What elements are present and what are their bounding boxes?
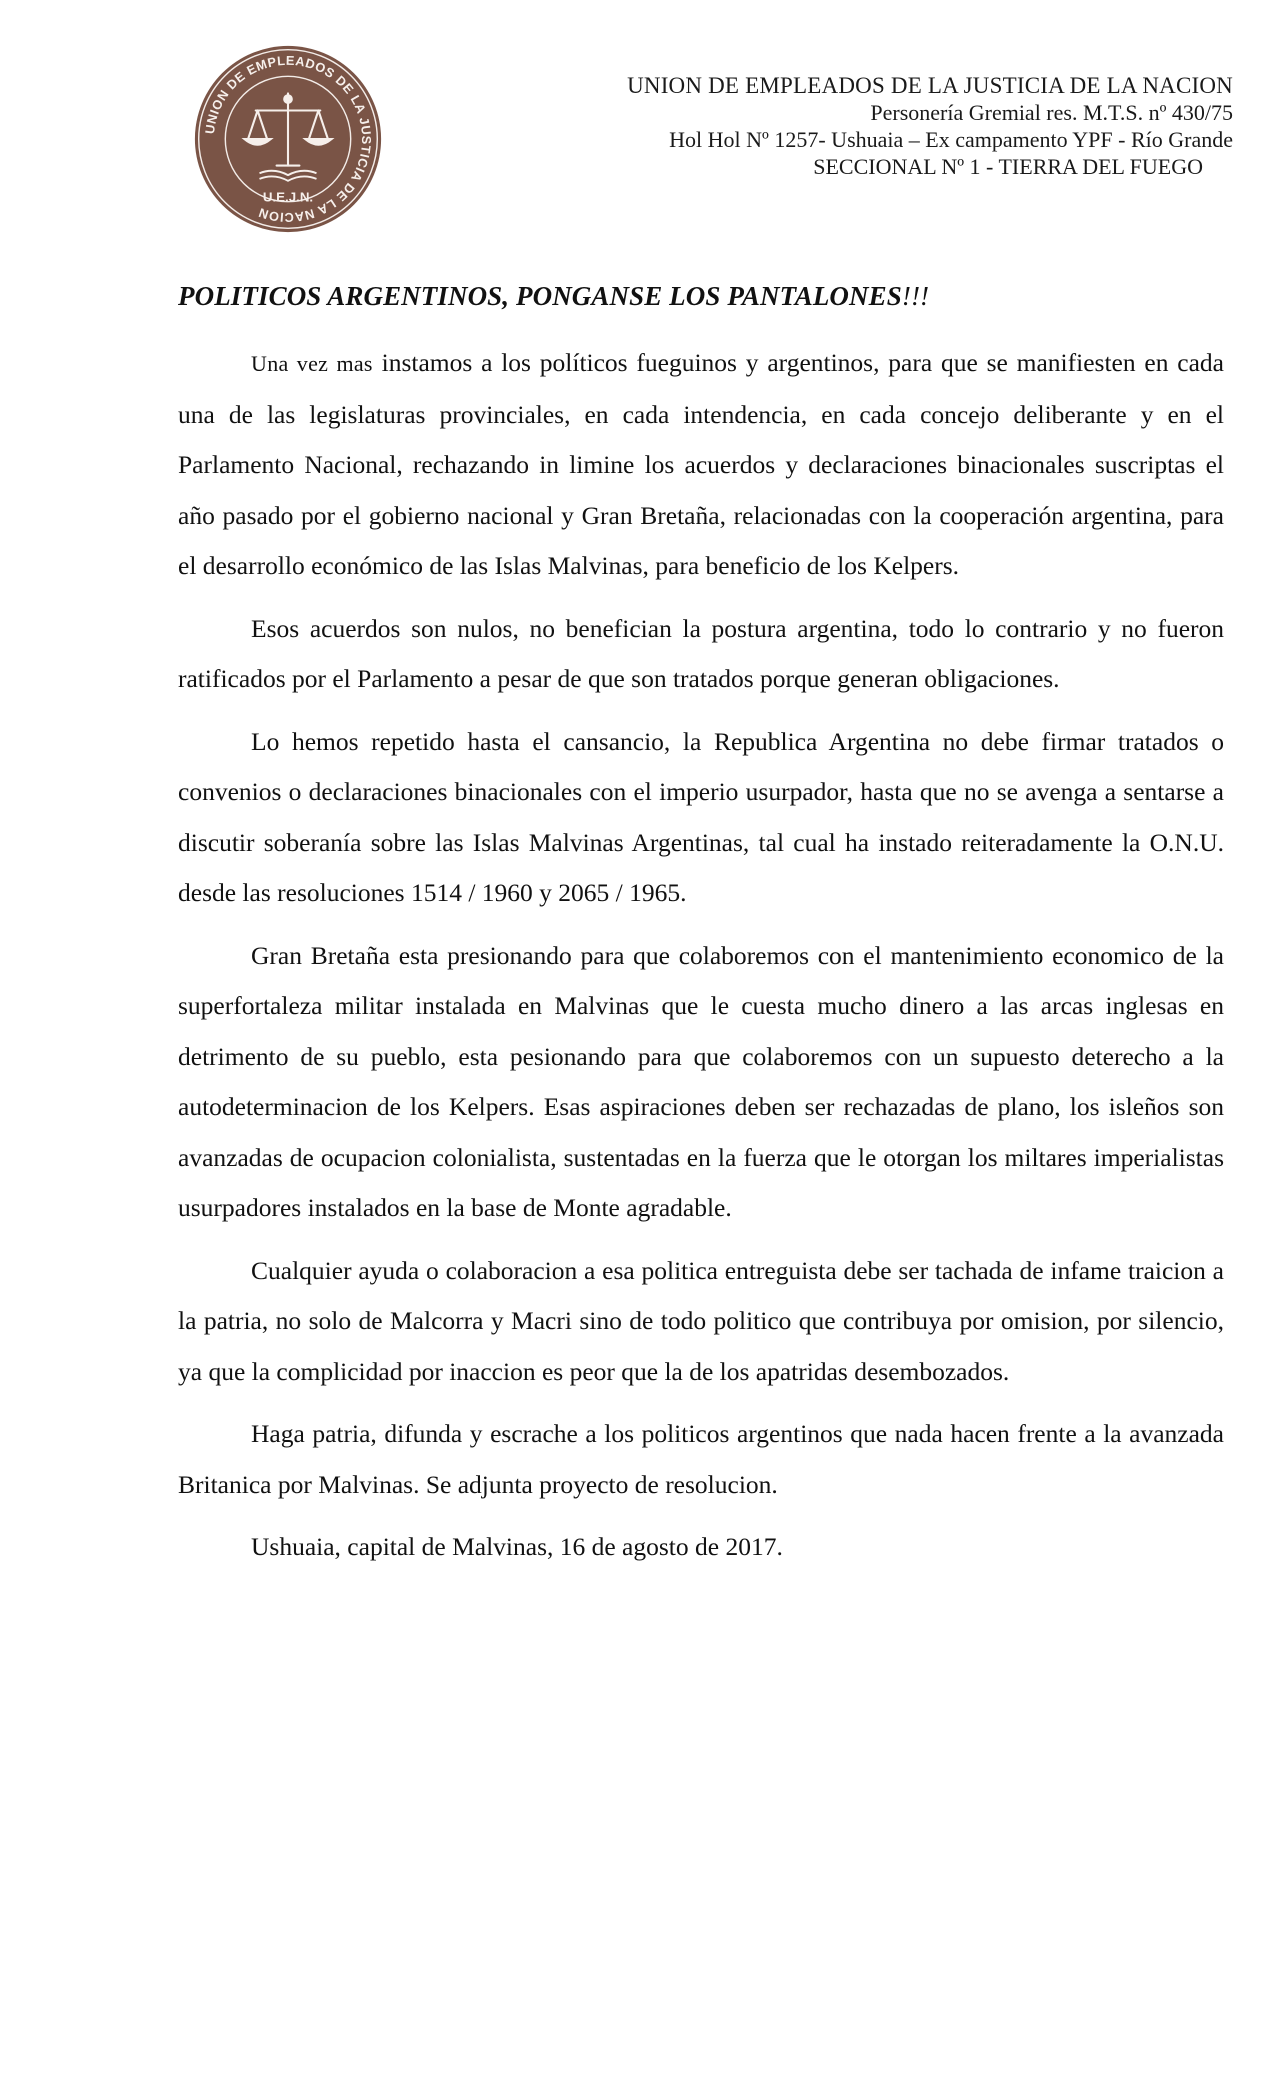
closing-date-line: Ushuaia, capital de Malvinas, 16 de agosto de 2017. xyxy=(251,1532,783,1561)
uejn-logo xyxy=(193,44,383,234)
logo-abbreviation: U.E.J.N. xyxy=(262,189,314,205)
paragraph-3: Lo hemos repetido hasta el cansancio, la Republica Argentina no debe firmar tratados o convenios o declaraciones binacionales con el imperio usurpador, hasta que no se avenga a sentarse a discutir soberanía sobre las Islas Malvinas Argentinas, tal cual ha instado reiteradamente la O.N.U. desde las resoluciones 1514 / 1960 y 2065 / 1965. xyxy=(178,726,1224,907)
letterhead xyxy=(627,72,1233,180)
paragraph-2: Esos acuerdos son nulos, no benefician la postura argentina, todo lo contrario y no fueron ratificados por el Parlamento a pesar de que son tratados porque generan obligaciones. xyxy=(178,613,1224,693)
section-line: SECCIONAL Nº 1 - TIERRA DEL FUEGO xyxy=(813,154,1203,179)
title-text: POLITICOS ARGENTINOS, PONGANSE LOS PANTALONES xyxy=(178,281,902,311)
paragraph-6: Haga patria, difunda y escrache a los politicos argentinos que nada hacen frente a la avanzada Britanica por Malvinas. Se adjunta proyecto de resolucion. xyxy=(178,1419,1224,1499)
logo-ring-text: UNION DE EMPLEADOS DE LA JUSTICIA DE LA NACION xyxy=(201,52,375,226)
document-title xyxy=(178,281,929,312)
paragraph-5: Cualquier ayuda o colaboracion a esa politica entreguista debe ser tachada de infame traicion a la patria, no solo de Malcorra y Macri sino de todo politico que contribuya por omision, por silencio, ya que la complicidad por inaccion es peor que la de los apatridas desembozados. xyxy=(178,1255,1224,1386)
address-line: Hol Hol Nº 1257- Ushuaia – Ex campamento YPF - Río Grande xyxy=(669,127,1233,152)
registration-line: Personería Gremial res. M.T.S. nº 430/75 xyxy=(870,100,1233,125)
letter-body xyxy=(178,338,1224,1585)
paragraph-1 xyxy=(178,338,1224,592)
paragraph-1-opening: Una vez mas xyxy=(251,351,373,376)
paragraph-1-text: instamos a los políticos fueguinos y argentinos, para que se manifiesten en cada una de las legislaturas provinciales, en cada intendencia, en cada concejo deliberante y en el Parlamento Nacional, rechazando in limine los acuerdos y declaraciones binacionales suscriptas el año pasado por el gobierno nacional y Gran Bretaña, relacionadas con la cooperación argentina, para el desarrollo económico de las Islas Malvinas, para beneficio de los Kelpers. xyxy=(178,348,1225,580)
title-exclamations: !!! xyxy=(901,281,930,311)
paragraph-4: Gran Bretaña esta presionando para que colaboremos con el mantenimiento economico de la superfortaleza militar instalada en Malvinas que le cuesta mucho dinero a las arcas inglesas en detrimento de su pueblo, esta pesionando para que colaboremos con un supuesto deterecho a la autodeterminacion de los Kelpers. Esas aspiraciones deben ser rechazadas de plano, los isleños son avanzadas de ocupacion colonialista, sustentadas en la fuerza que le otorgan los miltares imperialistas usurpadores instalados en la base de Monte agradable. xyxy=(178,940,1224,1222)
org-name: UNION DE EMPLEADOS DE LA JUSTICIA DE LA NACION xyxy=(627,73,1233,98)
